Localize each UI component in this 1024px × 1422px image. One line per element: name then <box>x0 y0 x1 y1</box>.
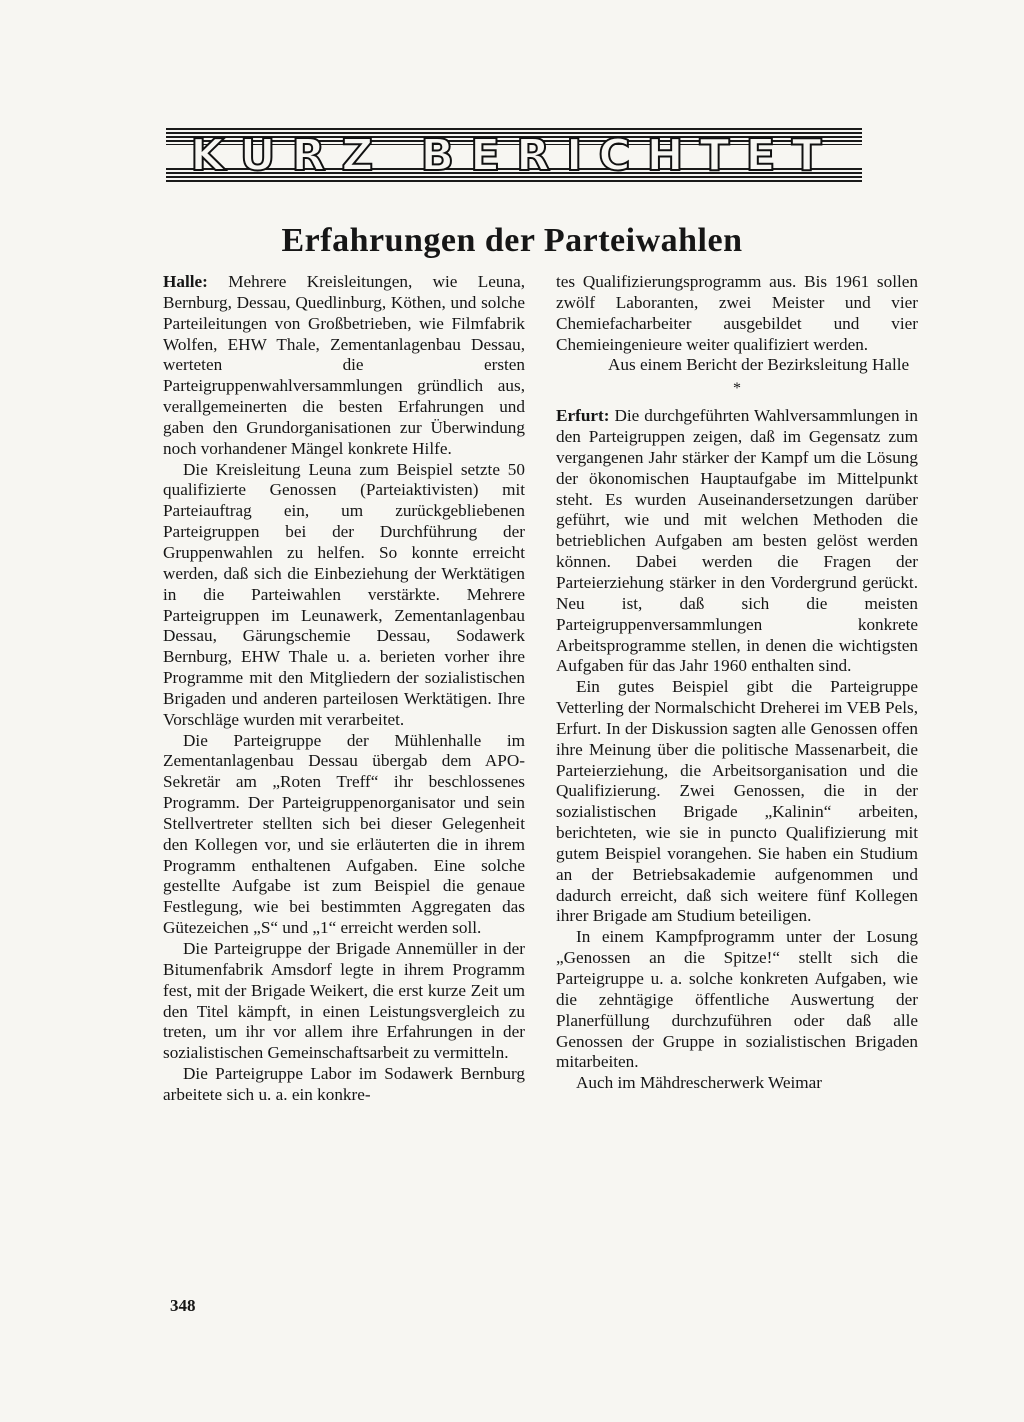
body-paragraph: Die Parteigruppe der Brigade Annemüller in der Bitumenfabrik Amsdorf legte in ihrem Programm fest, mit der Brigade Weikert, die erst kurze Zeit um den Titel kämpft, in einen Leistungsvergleich zu treten, um ihr vor allem ihre Erfahrungen in der sozialistischen Gemeinschaftsarbeit zu vermitteln. <box>163 939 525 1063</box>
erfurt-intro-text: Die durchgeführten Wahlversammlungen in den Parteigruppen zeigen, daß im Gegensatz zum vergangenen Jahr stärker der Kampf um die Lösung der ökonomischen Hauptaufgabe im Mittelpunkt steht. Es wurden Auseinandersetzungen darüber geführt, wie und mit welchen Methoden die betrieblichen Aufgaben am besten gelöst werden können. Dabei werden die Fragen der Parteierziehung stärker in den Vordergrund gerückt. Neu ist, daß sich die meisten Parteigruppenversammlungen konkrete Arbeitsprogramme stellen, in denen die wichtigsten Aufgaben für das Jahr 1960 enthalten sind. <box>556 406 918 676</box>
source-attribution: Aus einem Bericht der Bezirksleitung Halle <box>608 355 910 375</box>
body-paragraph: In einem Kampfprogramm unter der Losung „Genossen an die Spitze!“ stellt sich die Parteigruppe u. a. solche konkreten Aufgaben, wie die zehntägige öffentliche Auswertung der Planerfüllung durchzuführen oder daß alle Genossen der Gruppe in sozialistischen Brigaden mitarbeiten. <box>556 927 918 1072</box>
section-banner <box>166 128 862 184</box>
article-title: Erfahrungen der Parteiwahlen <box>281 222 743 259</box>
body-paragraph: Auch im Mähdrescherwerk Weimar <box>576 1073 822 1093</box>
erfurt-intro-paragraph <box>556 406 918 677</box>
section-separator: * <box>733 380 741 398</box>
body-paragraph: Die Parteigruppe der Mühlenhalle im Zementanlagenbau Dessau übergab dem APO-Sekretär am „Roten Treff“ ihr beschlossenes Programm. Der Parteigruppenorganisator und sein Stellvertreter stellten sich bei dieser Gelegenheit den Kollegen vor, und sie erläuterten die in ihrem Programm enthaltenen Aufgaben. Eine solche gestellte Aufgabe ist zum Beispiel die genaue Festlegung, wie bei bestimmten Aggregaten das Gütezeichen „S“ und „1“ erreicht werden soll. <box>163 730 525 938</box>
place-label-erfurt: Erfurt: <box>556 406 610 426</box>
place-label-halle: Halle: <box>163 272 208 291</box>
right-column <box>556 272 918 1094</box>
page-number: 348 <box>170 1296 196 1315</box>
banner-heading: KURZ BERICHTET <box>190 130 838 181</box>
halle-intro-paragraph <box>163 272 525 460</box>
body-paragraph: Die Kreisleitung Leuna zum Beispiel setzte 50 qualifizierte Genossen (Parteiaktivisten) mit Parteiauftrag ein, um zurückgebliebenen Parteigruppen bei der Durchführung der Gruppenwahlen zu helfen. So konnte erreicht werden, daß sich die Einbeziehung der Werktätigen in die Parteiwahlen verstärkte. Mehrere Parteigruppen im Leunawerk, Zementanlagenbau Dessau, Gärungschemie Dessau, Sodawerk Bernburg, EHW Thale u. a. berieten vorher ihre Programme mit den Mitgliedern der sozialistischen Brigaden und anderen parteilosen Werktätigen. Ihre Vorschläge wurden mit verarbeitet. <box>163 459 525 729</box>
left-column <box>163 272 525 1106</box>
body-paragraph: Ein gutes Beispiel gibt die Parteigruppe Vetterling der Normalschicht Dreherei im VEB Pels, Erfurt. In der Diskussion sagten alle Genossen offen ihre Meinung über die politische Massenarbeit, die Parteierziehung, die Arbeitsorganisation und die Qualifizierung. Zwei Genossen, die in der sozialistischen Brigade „Kalinin“ arbeiten, berichteten, wie sie in puncto Qualifizierung mit gutem Beispiel vorangehen. Sie haben ein Studium an der Betriebsakademie aufgenommen und dadurch erreicht, daß sich weitere fünf Kollegen ihrer Brigade am Studium beteiligen. <box>556 677 918 926</box>
body-paragraph: Die Parteigruppe Labor im Sodawerk Bernburg arbeitete sich u. a. ein konkre- <box>163 1064 525 1104</box>
halle-intro-text: Mehrere Kreisleitungen, wie Leuna, Bernburg, Dessau, Quedlinburg, Köthen, und solche Parteileitungen von Großbetrieben, wie Filmfabrik Wolfen, EHW Thale, Zementanlagenbau Dessau, werteten die ersten Parteigruppenwahlversammlungen gründlich aus, verallgemeinerten die besten Erfahrungen und gaben den Grundorganisationen zur Überwindung noch vorhandener Mängel konkrete Hilfe. <box>163 272 525 458</box>
continuation-paragraph: tes Qualifizierungsprogramm aus. Bis 1961 sollen zwölf Laboranten, zwei Meister und vier Chemiefacharbeiter ausgebildet und vier Chemieingenieure weiter qualifiziert werden. <box>556 272 918 354</box>
